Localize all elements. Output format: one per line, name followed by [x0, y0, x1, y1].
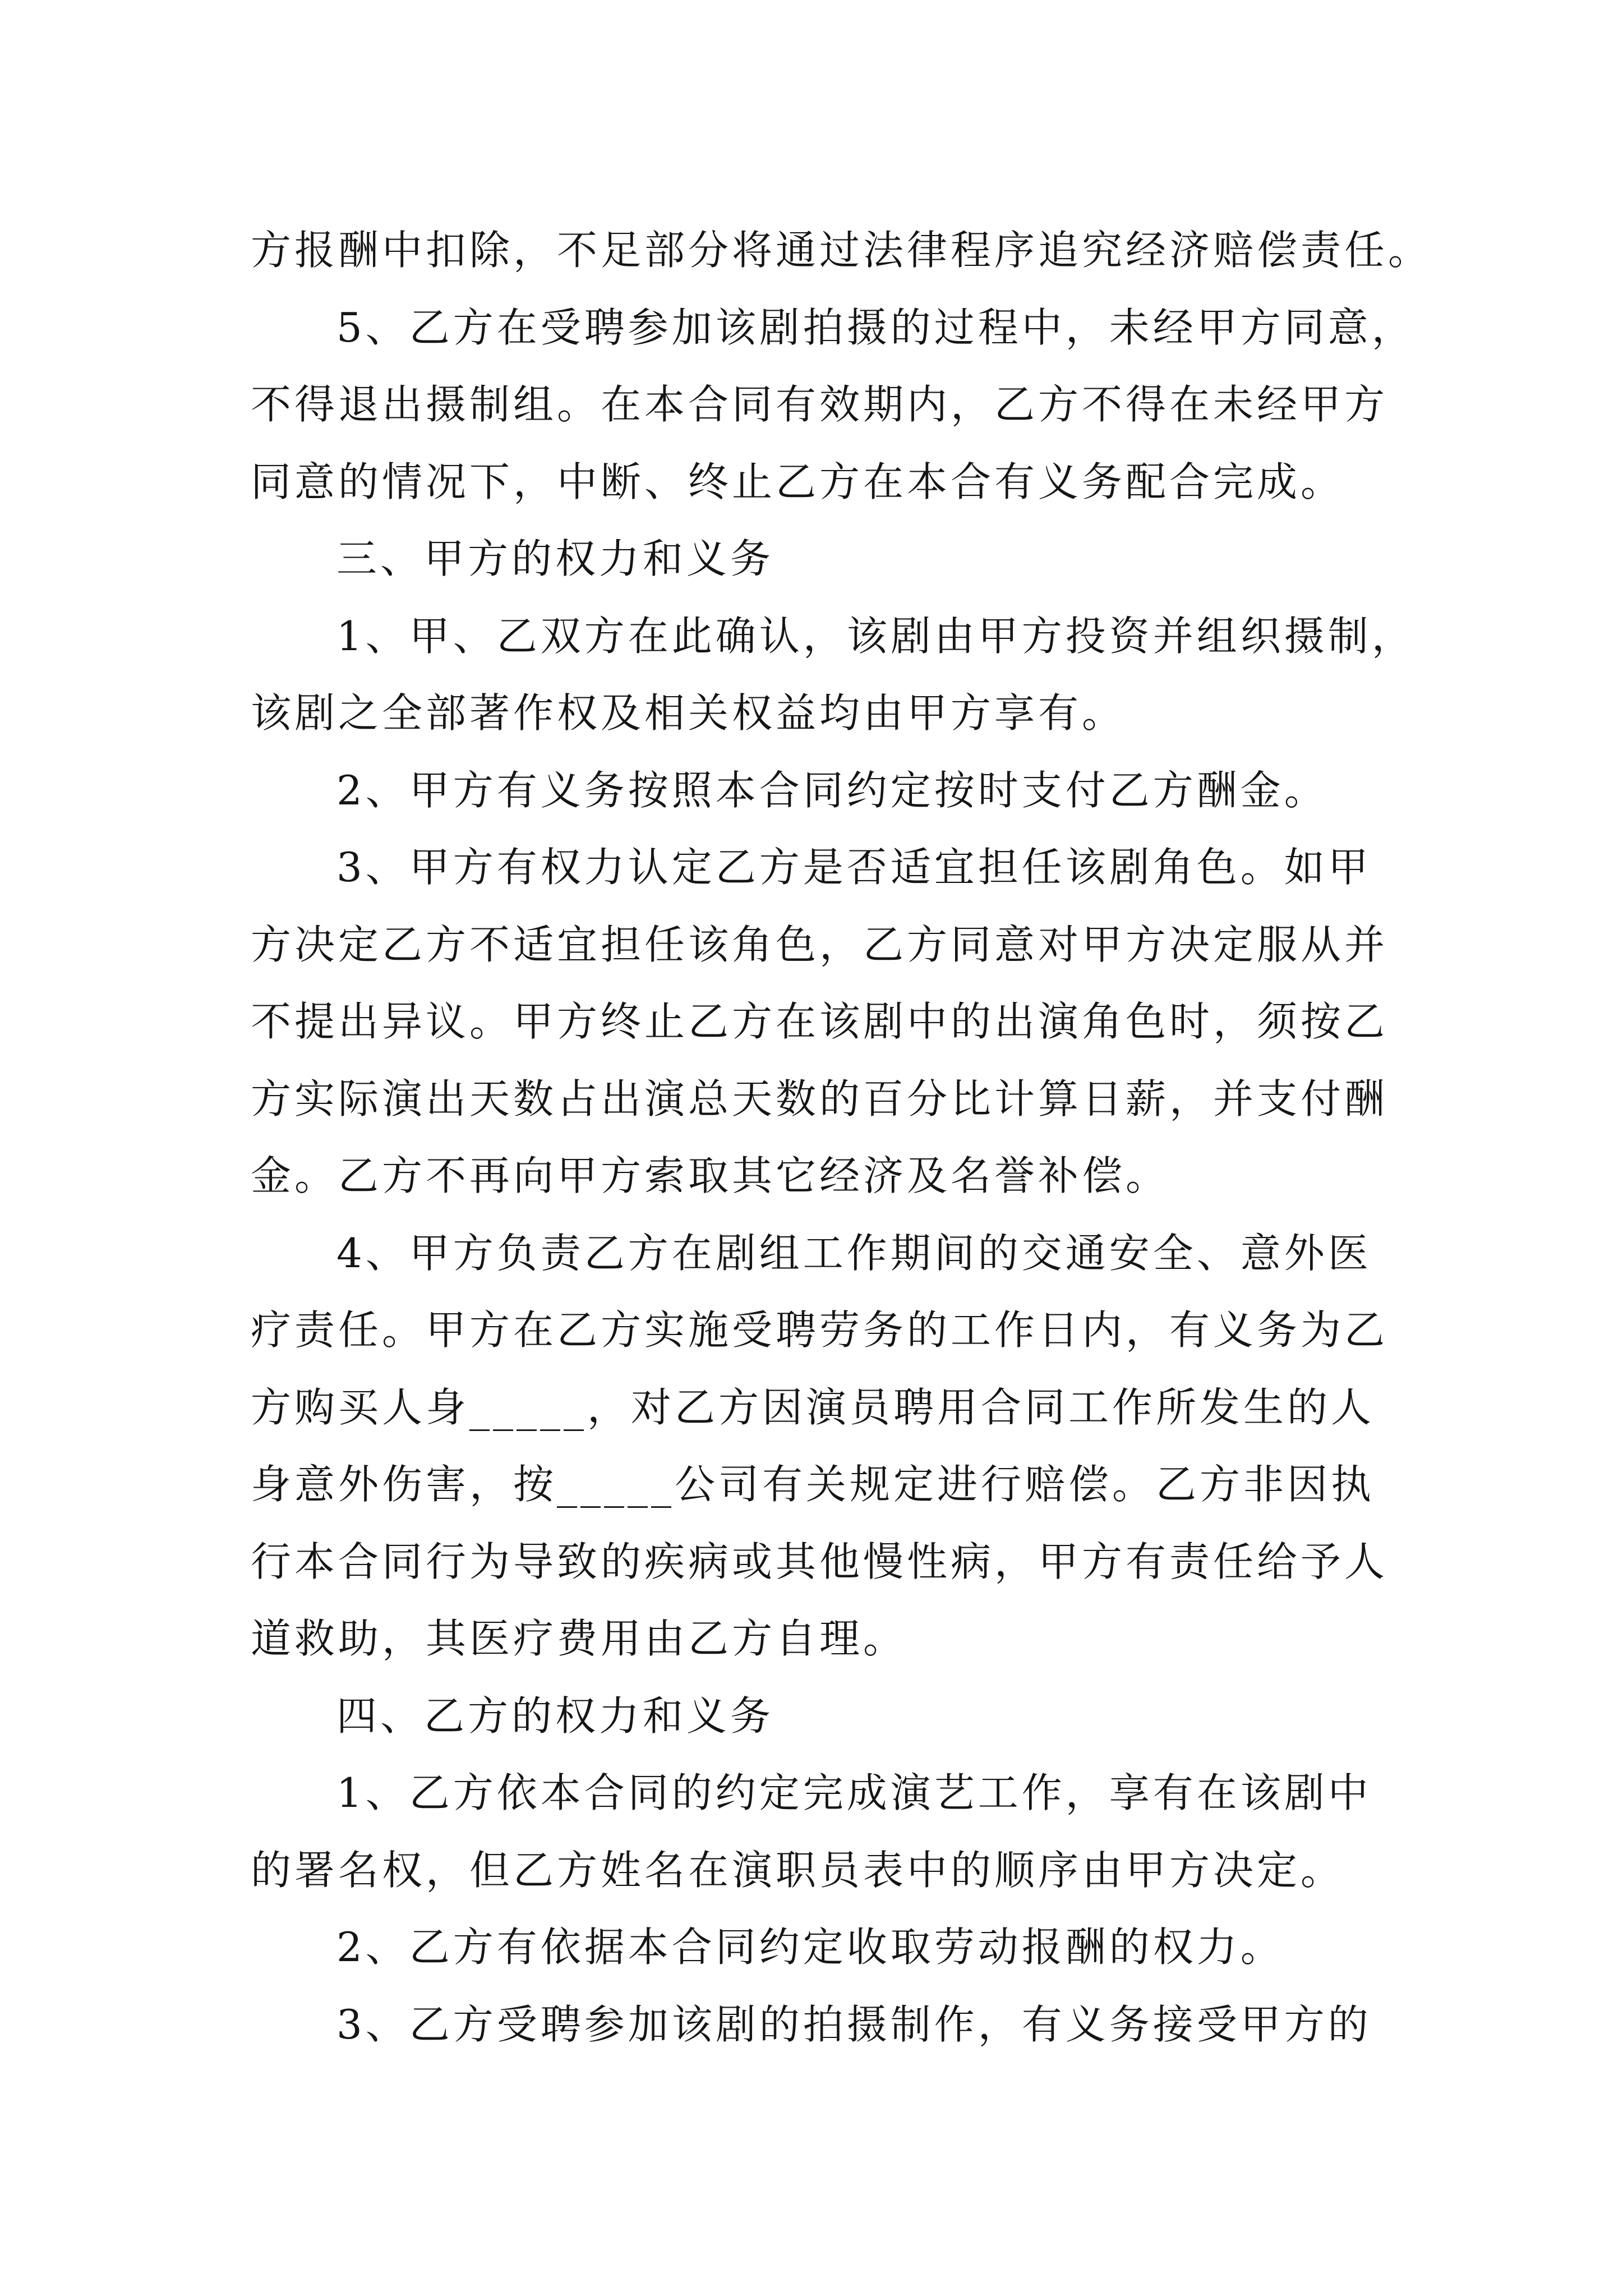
- text-line: 方报酬中扣除，不足部分将通过法律程序追究经济赔偿责任。: [251, 227, 1432, 274]
- text-line: 行本合同行为导致的疾病或其他慢性病，甲方有责任给予人: [251, 1538, 1389, 1585]
- section-heading: [251, 1678, 1541, 1755]
- text-line: 四、乙方的权力和义务: [336, 1692, 774, 1740]
- clause-paragraph: [251, 1215, 1541, 1678]
- clause-paragraph: [251, 289, 1541, 521]
- text-line: 4、甲方负责乙方在剧组工作期间的交通安全、意外医: [336, 1229, 1372, 1277]
- text-line: 5、乙方在受聘参加该剧拍摄的过程中，未经甲方同意，: [336, 303, 1415, 351]
- text-line: 道救助，其医疗费用由乙方自理。: [251, 1615, 907, 1662]
- text-line: 3、乙方受聘参加该剧的拍摄制作，有义务接受甲方的: [336, 2000, 1372, 2048]
- clause-paragraph: [251, 752, 1541, 830]
- paragraph-continuation: [251, 212, 1541, 289]
- text-line: 方实际演出天数占出演总天数的百分比计算日薪，并支付酬: [251, 1075, 1389, 1122]
- text-line: 不提出异议。甲方终止乙方在该剧中的出演角色时，须按乙: [251, 998, 1389, 1045]
- clause-paragraph: [251, 1986, 1541, 2064]
- text-line: 疗责任。甲方在乙方实施受聘劳务的工作日内，有义务为乙: [251, 1306, 1389, 1354]
- clause-paragraph: [251, 829, 1541, 1215]
- text-line: 不得退出摄制组。在本合同有效期内，乙方不得在未经甲方: [251, 381, 1389, 428]
- text-line: 该剧之全部著作权及相关权益均由甲方享有。: [251, 689, 1126, 737]
- text-line: 同意的情况下，中断、终止乙方在本合有义务配合完成。: [251, 458, 1345, 505]
- text-line: 方购买人身_____，对乙方因演员聘用合同工作所发生的人: [251, 1383, 1375, 1431]
- text-line: 1、乙方依本合同的约定完成演艺工作，享有在该剧中: [336, 1769, 1372, 1816]
- text-line: 三、甲方的权力和义务: [336, 535, 774, 582]
- text-line: 1、甲、乙双方在此确认，该剧由甲方投资并组织摄制，: [336, 612, 1415, 660]
- text-line: 3、甲方有权力认定乙方是否适宜担任该剧角色。如甲: [336, 844, 1372, 891]
- clause-paragraph: [251, 598, 1541, 752]
- text-line: 2、甲方有义务按照本合同约定按时支付乙方酬金。: [336, 766, 1328, 814]
- text-line: 方决定乙方不适宜担任该角色，乙方同意对甲方决定服从并: [251, 921, 1389, 968]
- text-line: 2、乙方有依据本合同约定收取劳动报酬的权力。: [336, 1924, 1284, 1971]
- clause-paragraph: [251, 1909, 1541, 1986]
- text-line: 身意外伤害，按_____公司有关规定进行赔偿。乙方非因执: [251, 1461, 1375, 1508]
- section-heading: [251, 521, 1541, 598]
- document-body: [251, 212, 1541, 2063]
- text-line: 金。乙方不再向甲方索取其它经济及名誉补偿。: [251, 1152, 1170, 1199]
- clause-paragraph: [251, 1755, 1541, 1909]
- text-line: 的署名权，但乙方姓名在演职员表中的顺序由甲方决定。: [251, 1846, 1345, 1894]
